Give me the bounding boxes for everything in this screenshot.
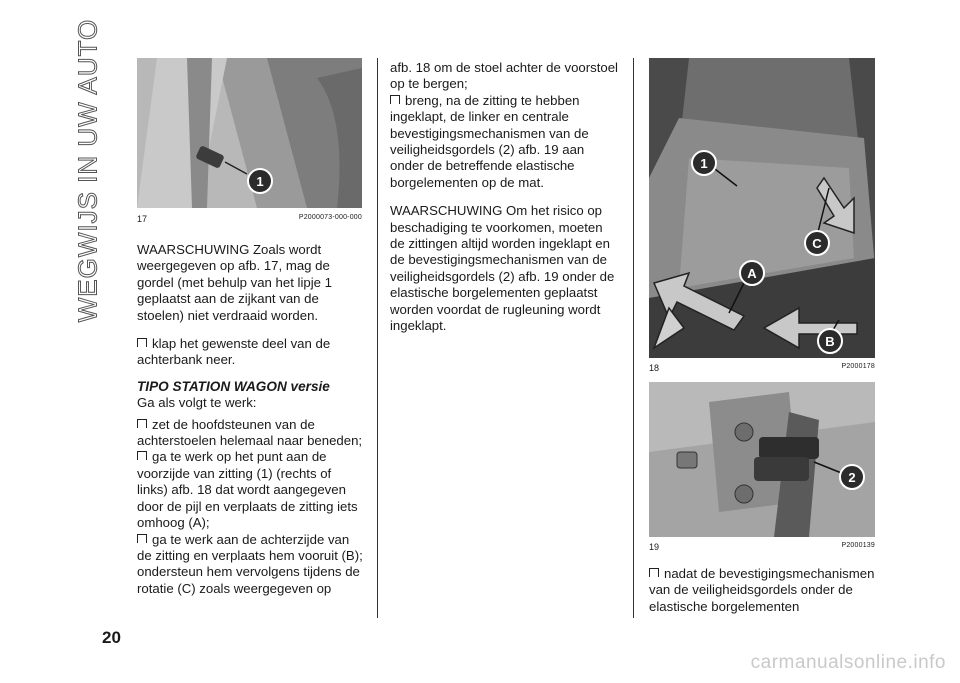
callout-1: 1 [691, 150, 717, 176]
bullet-item: ga te werk aan de achterzijde van de zitting en verplaats hem vooruit (B); ondersteun hem vervolgens tijdens de rotatie (C) zoals weergegeven op [137, 531, 363, 596]
warning-paragraph: WAARSCHUWING Om het risico op beschadiging te voorkomen, moeten de zittingen altijd worden ingeklapt en de bevestigingsmechanismen van de veiligheidsgordels (2) afb. 19 onder de elastische borgelementen geplaatst worden voordat de rugleuning wordt ingeklapt. [390, 203, 615, 334]
figure-19-caption [649, 542, 875, 552]
figure-17-image [137, 58, 362, 208]
figure-18-caption [649, 363, 875, 373]
intro-text: Ga als volgt te werk: [137, 395, 257, 411]
section-title: WEGWIJS IN UW AUTO [72, 18, 103, 322]
warning-paragraph: WAARSCHUWING Zoals wordt weergegeven op afb. 17, mag de gordel (met behulp van het lipje 1 geplaatst aan de zijkant van de stoelen) niet verdraaid worden. [137, 242, 333, 323]
column-1 [137, 242, 363, 597]
figure-17-caption [137, 214, 362, 224]
callout-b: B [817, 328, 843, 354]
column-divider [377, 58, 378, 618]
figure-19-image [649, 382, 875, 537]
callout-a: A [739, 260, 765, 286]
bullet-item: nadat de bevestigingsmechanismen van de veiligheidsgordels onder de elastische borgelementen [649, 566, 877, 615]
figure-number: 17 [137, 214, 148, 224]
callout-c: C [804, 230, 830, 256]
figure-code: P2000178 [841, 363, 875, 370]
rear-seat-illustration [649, 58, 875, 358]
column-2 [390, 60, 618, 335]
figure-number: 18 [649, 363, 660, 373]
bullet-item: breng, na de zitting te hebben ingeklapt, de linker en centrale bevestigingsmechanismen van de veiligheidsgordels (2) afb. 19 aan onder de betreffende elastische borgelementen op de mat. [390, 93, 618, 191]
figure-code: P2000073-000-000 [298, 214, 362, 221]
page-number: 20 [102, 628, 121, 647]
figure-18-image [649, 58, 875, 358]
column-3 [649, 566, 877, 615]
figure-code: P2000139 [841, 542, 875, 549]
callout-1: 1 [247, 168, 273, 194]
column-divider [633, 58, 634, 618]
bullet-item: klap het gewenste deel van de achterbank neer. [137, 336, 363, 369]
belt-buckle-illustration [649, 382, 875, 537]
subheading: TIPO STATION WAGON versie [137, 378, 330, 394]
watermark: carmanualsonline.info [750, 652, 946, 673]
bullet-item: ga te werk op het punt aan de voorzijde van zitting (1) (rechts of links) afb. 18 dat wordt aangegeven door de pijl en verplaats de zitting iets omhoog (A); [137, 449, 363, 531]
callout-2: 2 [839, 464, 865, 490]
continued-text: afb. 18 om de stoel achter de voorstoel op te bergen; [390, 60, 618, 92]
bullet-item: zet de hoofdsteunen van de achterstoelen helemaal naar beneden; [137, 416, 363, 449]
figure-number: 19 [649, 542, 660, 552]
